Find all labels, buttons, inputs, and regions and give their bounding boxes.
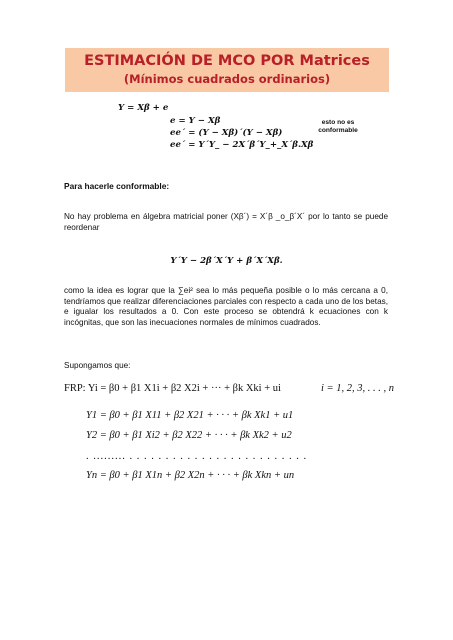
frp-index-range: i = 1, 2, 3, . . . , n — [320, 383, 394, 394]
equation-expanded: ee´ = Y´Y_ − 2X´β´Y_+_X´β.Xβ — [170, 140, 314, 150]
page-title: ESTIMACIÓN DE MCO POR Matrices — [84, 53, 370, 69]
system-row-2: Y2 = β0 + β1 Xi2 + β2 X22 + · · · + βk Xk2 + u2 — [86, 430, 292, 441]
suppose-label: Supongamos que: — [64, 361, 131, 370]
equation-model: Y = Xβ + e — [118, 103, 169, 113]
paragraph-reorder: No hay problema en álgebra matricial poner (Xβ´) = X´β _o_β´X´ por lo tanto se puede reordenar — [64, 212, 388, 232]
frp-equation — [64, 383, 394, 394]
equation-error: e = Y − Xβ — [170, 116, 221, 126]
frp-lhs: FRP: Yi = β0 + β1 X1i + β2 X2i + ··· + βk Xki + ui — [64, 383, 281, 394]
equation-error-product: ee´ = (Y − Xβ)´(Y − Xβ) — [170, 128, 283, 138]
system-row-1: Y1 = β0 + β1 X11 + β2 X21 + · · · + βk Xk1 + u1 — [86, 410, 294, 421]
equation-reordered: Y´Y − 2β´X´Y + β´X´Xβ. — [170, 256, 283, 266]
conformable-note: esto no es conformable — [318, 119, 358, 134]
title-banner — [65, 48, 389, 92]
system-row-n: Yn = β0 + β1 X1n + β2 X2n + · · · + βk Xkn + un — [86, 470, 295, 481]
page-subtitle: (Mínimos cuadrados ordinarios) — [123, 72, 331, 86]
section-heading: Para hacerle conformable: — [64, 181, 170, 191]
system-ellipsis-row: . ......... . . . . . . . . . . . . . . . . . . . . . . . . . — [86, 451, 308, 462]
paragraph-minimize: como la idea es lograr que la ∑ei² sea lo más pequeña posible o lo más cercana a 0, tendríamos que realizar diferenciaciones parciales con respecto a cada uno de los betas, e igualar los resultados a 0. Con este proceso se obtendrá k ecuaciones con k incógnitas, que son las inecuaciones normales de mínimos cuadrados. — [64, 286, 388, 327]
